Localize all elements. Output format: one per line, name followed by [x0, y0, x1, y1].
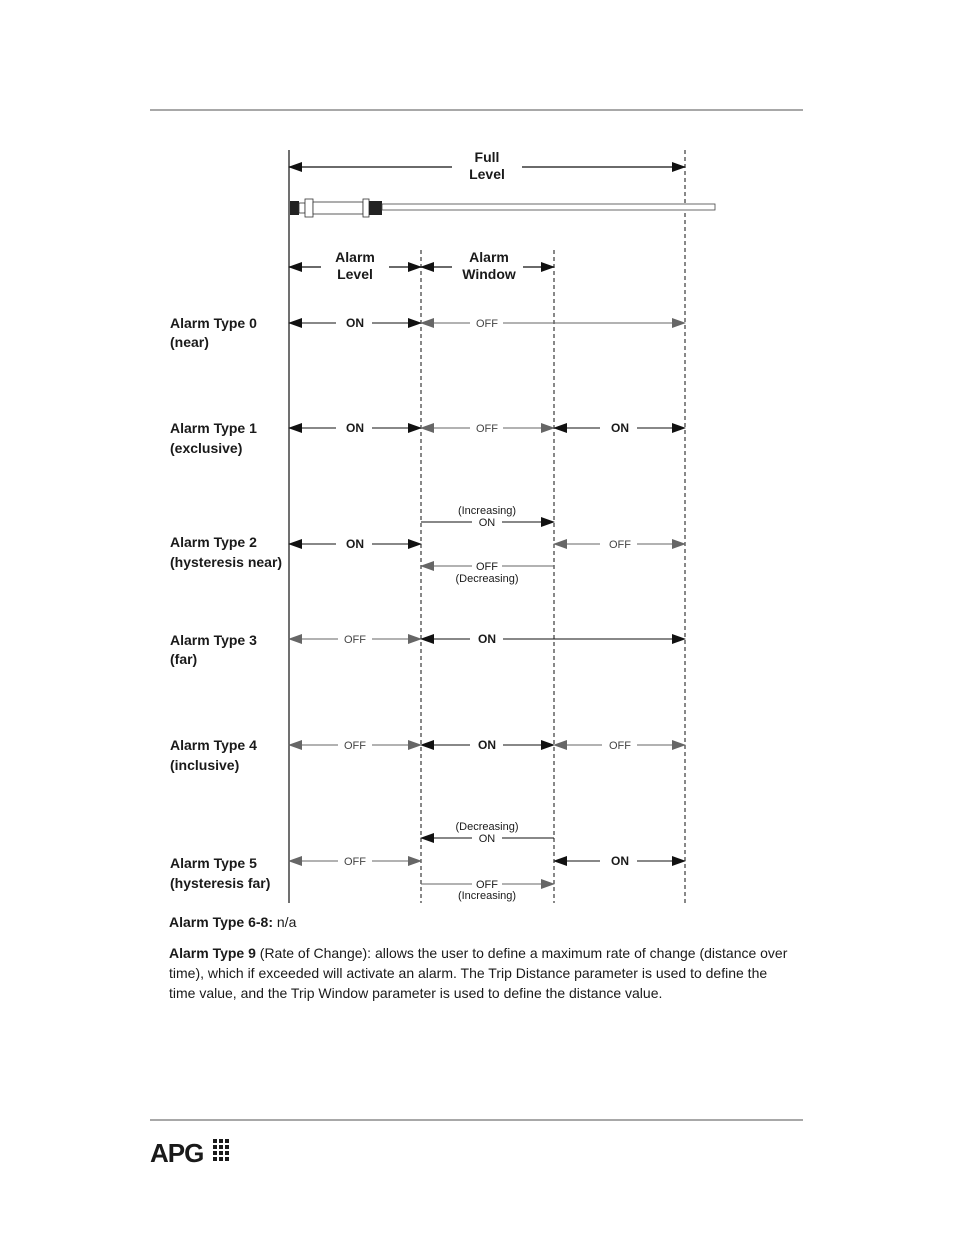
apg-logo	[150, 1136, 240, 1166]
row-0-subtitle: (near)	[170, 334, 209, 350]
row-3-off-label: OFF	[344, 634, 366, 646]
row-4-off2-label: OFF	[609, 740, 631, 752]
row-4-off-label: OFF	[344, 740, 366, 752]
row-0-title: Alarm Type 0	[170, 315, 257, 331]
alarm-type-9-label: Alarm Type 9	[169, 945, 256, 961]
alarm-level-label-1: Alarm	[335, 249, 375, 265]
alarm-type-9-text	[169, 943, 789, 1003]
row-5-decreasing-label: (Decreasing)	[455, 821, 519, 833]
row-1-off-label: OFF	[476, 423, 498, 435]
row-2-inc-on-label: ON	[478, 517, 496, 529]
row-2-increasing-label: (Increasing)	[457, 505, 517, 517]
alarm-type-6-8-label: Alarm Type 6-8:	[169, 914, 273, 930]
row-2-subtitle: (hysteresis near)	[170, 554, 283, 570]
row-3-subtitle: (far)	[170, 651, 198, 667]
row-4-on-label: ON	[478, 738, 496, 752]
row-5-off-label: OFF	[344, 856, 366, 868]
row-1-title: Alarm Type 1	[170, 420, 257, 436]
row-5-subtitle: (hysteresis far)	[170, 875, 271, 891]
row-2-on-label: ON	[346, 537, 364, 551]
row-1-on-label: ON	[346, 421, 364, 435]
footer-rule	[150, 1119, 803, 1121]
alarm-window-label-2: Window	[462, 266, 516, 282]
full-level-label-2: Level	[469, 166, 505, 182]
row-0-on-label: ON	[346, 316, 364, 330]
row-2-dec-off-label: OFF	[476, 561, 498, 573]
row-5-inc-off-label: OFF	[476, 879, 498, 891]
alarm-type-6-8-value: n/a	[273, 914, 297, 930]
row-3-title: Alarm Type 3	[170, 632, 257, 648]
row-5-dec-on-label: ON	[478, 833, 496, 845]
row-5-increasing-label: (Increasing)	[457, 890, 517, 902]
row-4-title: Alarm Type 4	[170, 737, 257, 753]
row-3-on-label: ON	[478, 632, 496, 646]
alarm-window-label-1: Alarm	[469, 249, 509, 265]
row-5-title: Alarm Type 5	[170, 855, 257, 871]
row-2-decreasing-label: (Decreasing)	[455, 573, 519, 585]
alarm-type-6-8-text	[169, 912, 789, 932]
alarm-type-9-body: (Rate of Change): allows the user to define a maximum rate of change (distance over time), which if exceeded will activate an alarm. The Trip Distance parameter is used to define the time value, and the Trip Window parameter is used to define the distance value.	[169, 945, 788, 1001]
alarm-level-label-2: Level	[337, 266, 373, 282]
row-4-subtitle: (inclusive)	[170, 757, 240, 773]
full-level-label-1: Full	[474, 149, 500, 165]
row-2-off-label: OFF	[609, 539, 631, 551]
row-2-title: Alarm Type 2	[170, 534, 257, 550]
row-0-off-label: OFF	[476, 318, 498, 330]
sensor-probe-icon	[290, 199, 715, 217]
apg-logo-text: APG	[150, 1138, 204, 1166]
row-1-subtitle: (exclusive)	[170, 440, 243, 456]
apg-logo-grid-icon	[213, 1139, 229, 1161]
row-1-on2-label: ON	[611, 421, 629, 435]
row-5-on-label: ON	[611, 854, 629, 868]
